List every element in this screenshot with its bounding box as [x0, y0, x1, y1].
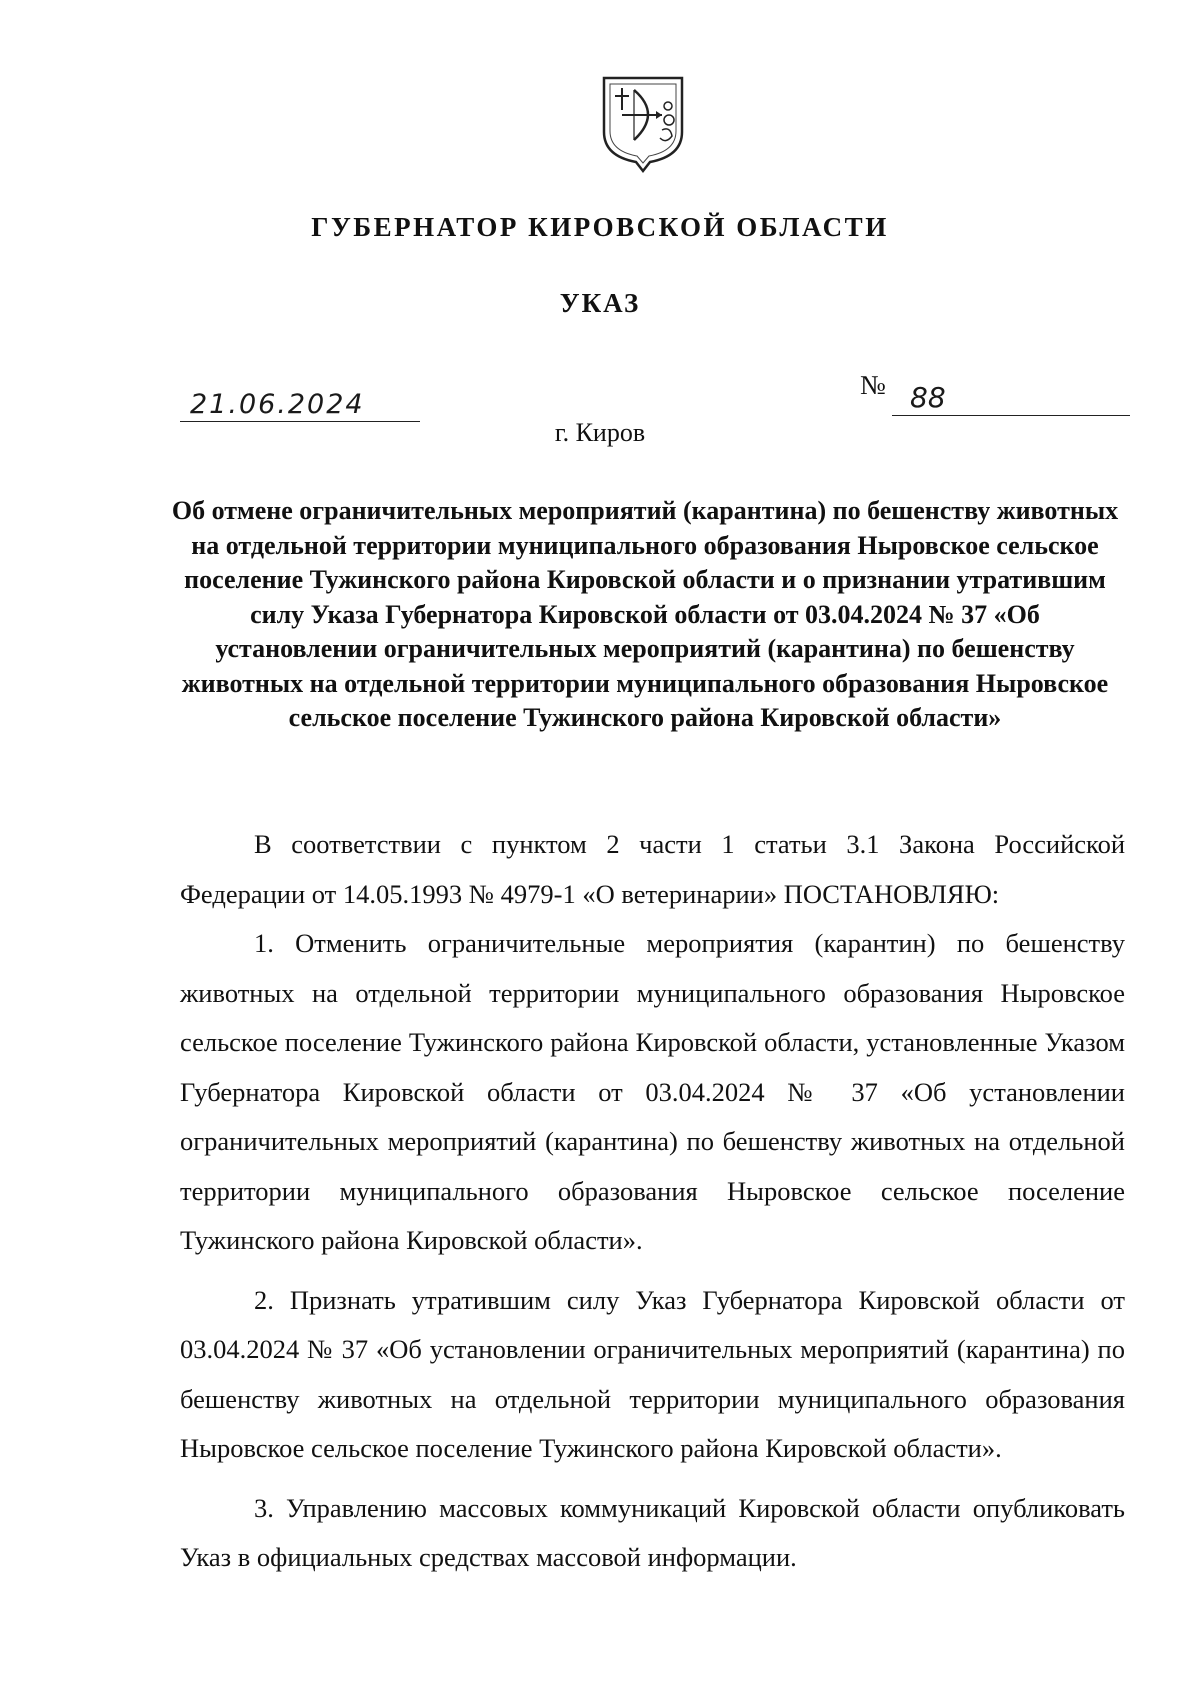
- document-date: 21.06.2024: [190, 389, 365, 420]
- clause-1: 1. Отменить ограничительные мероприятия (карантин) по бешенству животных на отдельной территории муниципального образования Ныровское сельское поселение Тужинского района Кировской области, установленные Указом Губернатора Кировской области от 03.04.2024 № 37 «Об установлении ограничительных мероприятий (карантина) по бешенству животных на отдельной территории муниципального образования Ныровское сельское поселение Тужинского района Кировской области».: [180, 928, 1125, 1255]
- preamble-paragraph: В соответствии с пунктом 2 части 1 статьи 3.1 Закона Российской Федерации от 14.05.1993 № 4979-1 «О ветеринарии» ПОСТАНОВЛЯЮ:: [180, 829, 1125, 909]
- issuing-city: г. Киров: [554, 418, 646, 447]
- number-underline: [892, 415, 1130, 416]
- date-field: [180, 382, 420, 422]
- document-type: УКАЗ: [559, 288, 641, 318]
- clause-2: 2. Признать утратившим силу Указ Губернатора Кировской области от 03.04.2024 № 37 «Об установлении ограничительных мероприятий (карантина) по бешенству животных на отдельной территории муниципального образования Ныровское сельское поселение Тужинского района Кировской области».: [180, 1284, 1125, 1463]
- issuing-authority: ГУБЕРНАТОР КИРОВСКОЙ ОБЛАСТИ: [311, 212, 889, 242]
- number-sign: №: [860, 370, 886, 400]
- document-title: Об отмене ограничительных мероприятий (карантина) по бешенству животных на отдельной территории муниципального образования Ныровское сельское поселение Тужинского района Кировской области и о признании утратившим силу Указа Губернатора Кировской области от 03.04.2024 № 37 «Об установлении ограничительных мероприятий (карантина) по бешенству животных на отдельной территории муниципального образования Ныровское сельское поселение Тужинского района Кировской области»: [171, 496, 1119, 732]
- coat-of-arms-icon: [600, 74, 686, 174]
- number-field: [860, 368, 1130, 416]
- clause-3: 3. Управлению массовых коммуникаций Кировской области опубликовать Указ в официальных средствах массовой информации.: [180, 1492, 1125, 1572]
- document-number: 88: [910, 381, 946, 414]
- document-body: [180, 820, 1125, 1583]
